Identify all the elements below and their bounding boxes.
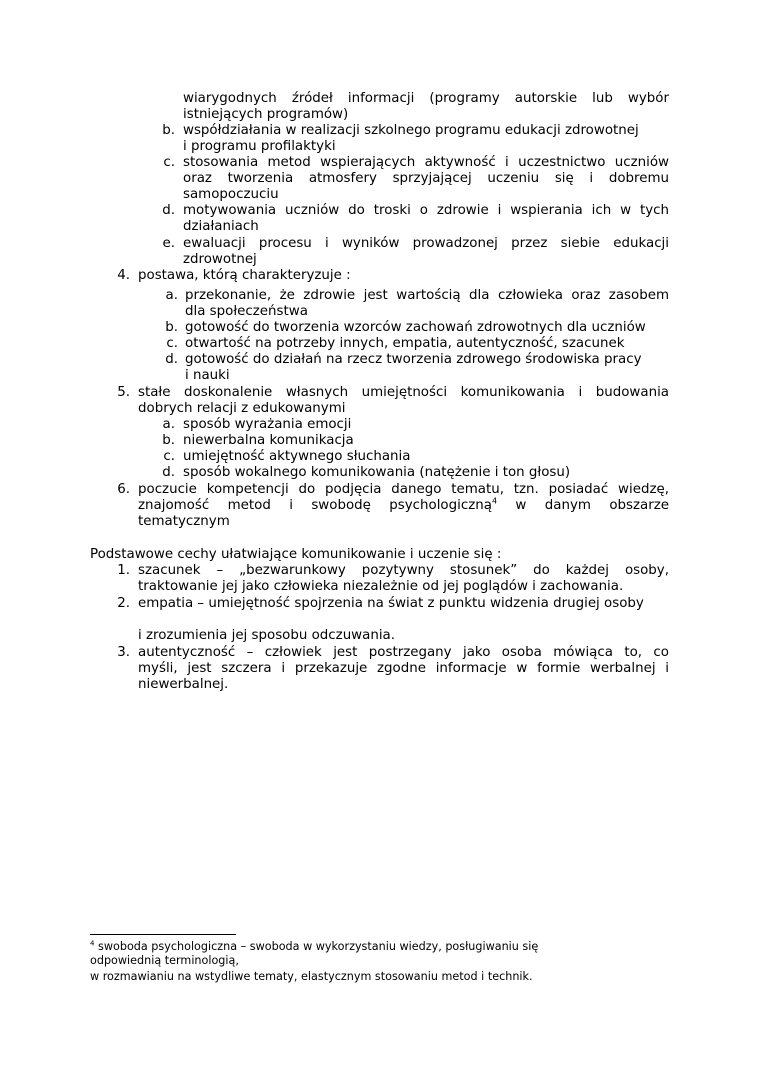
item5-sub-a: sposób wyrażania emocji bbox=[183, 417, 352, 432]
item3-sub-c-line-1: stosowania metod wspierających aktywność i uczestnictwo uczniów bbox=[183, 155, 669, 170]
item4-sub-c-line-1: otwartość na potrzeby innych, empatia, autentyczność, szacunek bbox=[185, 336, 625, 351]
item3-cont-line-1: wiarygodnych źródeł informacji (programy autorskie lub wybór bbox=[183, 91, 669, 106]
item6-line-3: tematycznym bbox=[138, 514, 230, 529]
footnote-mark: 4 bbox=[90, 939, 95, 948]
item4-sub-a-line-1: przekonanie, że zdrowie jest wartością dla człowieka oraz zasobem bbox=[185, 288, 669, 303]
s2-item2-line-2: i zrozumienia jej sposobu odczuwania. bbox=[138, 628, 396, 643]
item3-sub-marker-b: b. bbox=[162, 123, 175, 138]
item5-sub-marker-c: c. bbox=[163, 449, 175, 464]
item5-sub-marker-b: b. bbox=[162, 433, 175, 448]
item4-sub-marker-a: a. bbox=[165, 288, 178, 303]
item4-sub-b-line-1: gotowość do tworzenia wzorców zachowań zdrowotnych dla uczniów bbox=[185, 320, 646, 335]
item4-sub-a-line-2: dla społeczeństwa bbox=[185, 304, 308, 319]
footnote-line-2: odpowiednią terminologią, bbox=[90, 954, 239, 967]
item4-sub-marker-b: b. bbox=[165, 320, 178, 335]
item3-sub-c-line-2: oraz tworzenia atmosfery sprzyjającej uczeniu się i dobremu bbox=[183, 171, 669, 186]
item4-sub-d-line-2: i nauki bbox=[185, 368, 230, 383]
item4-sub-marker-d: d. bbox=[165, 352, 178, 367]
item6-line-2-post: w danym obszarze bbox=[497, 498, 669, 513]
item6-line-1: poczucie kompetencji do podjęcia danego tematu, tzn. posiadać wiedzę, bbox=[138, 482, 669, 497]
item5-sub-b: niewerbalna komunikacja bbox=[183, 433, 354, 448]
item5-sub-c: umiejętność aktywnego słuchania bbox=[183, 449, 411, 464]
item3-sub-marker-e: e. bbox=[162, 236, 175, 251]
item3-sub-c-line-3: samopoczuciu bbox=[183, 187, 279, 202]
item5-sub-marker-d: d. bbox=[162, 465, 175, 480]
item3-cont-line-2: istniejących programów) bbox=[183, 107, 349, 122]
footnote-separator bbox=[90, 934, 236, 935]
footnote-line-3: w rozmawianiu na wstydliwe tematy, elastycznym stosowaniu metod i technik. bbox=[90, 970, 533, 983]
item3-sub-d-line-2: działaniach bbox=[183, 219, 259, 234]
item3-sub-e-line-1: ewaluacji procesu i wyników prowadzonej przez siebie edukacji bbox=[183, 236, 669, 251]
s2-item2-line-1: empatia – umiejętność spojrzenia na świat z punktu widzenia drugiej osoby bbox=[138, 596, 644, 611]
s2-item3-line-3: niewerbalnej. bbox=[138, 677, 229, 692]
item3-sub-d-line-1: motywowania uczniów do troski o zdrowie i wspierania ich w tych bbox=[183, 203, 669, 218]
item3-sub-marker-d: d. bbox=[162, 203, 175, 218]
s2-item3-line-1: autentyczność – człowiek jest postrzegany jako osoba mówiąca to, co bbox=[138, 645, 669, 660]
s2-item1-line-1: szacunek – „bezwarunkowy pozytywny stosunek” do każdej osoby, bbox=[138, 563, 669, 578]
item6-marker: 6. bbox=[117, 482, 130, 497]
item4-sub-marker-c: c. bbox=[166, 336, 178, 351]
item5-sub-marker-a: a. bbox=[162, 417, 175, 432]
s2-item2-marker: 2. bbox=[117, 596, 130, 611]
s2-item1-line-2: traktowanie jej jako człowieka niezależnie od jej poglądów i zachowania. bbox=[138, 579, 624, 594]
item3-sub-marker-c: c. bbox=[163, 155, 175, 170]
item4-text: postawa, którą charakteryzuje : bbox=[138, 268, 351, 283]
section2-heading: Podstawowe cechy ułatwiające komunikowanie i uczenie się : bbox=[90, 547, 502, 562]
s2-item3-marker: 3. bbox=[117, 645, 130, 660]
item5-marker: 5. bbox=[117, 385, 130, 400]
footnote-line-1-text: swoboda psychologiczna – swoboda w wykorzystaniu wiedzy, posługiwaniu się bbox=[94, 940, 539, 953]
item4-marker: 4. bbox=[117, 268, 130, 283]
s2-item3-line-2: myśli, jest szczera i przekazuje zgodne informacje w formie werbalnej i bbox=[138, 661, 669, 676]
item3-sub-b-line-2: i programu profilaktyki bbox=[183, 139, 336, 154]
item3-sub-e-line-2: zdrowotnej bbox=[183, 252, 257, 267]
item4-sub-d-line-1: gotowość do działań na rzecz tworzenia zdrowego środowiska pracy bbox=[185, 352, 642, 367]
footnote-ref-4: 4 bbox=[491, 496, 498, 506]
item5-line-1: stałe doskonalenie własnych umiejętności komunikowania i budowania bbox=[138, 385, 669, 400]
item5-line-2: dobrych relacji z edukowanymi bbox=[138, 401, 346, 416]
item3-sub-b-line-1: współdziałania w realizacji szkolnego programu edukacji zdrowotnej bbox=[183, 123, 639, 138]
item6-line-2 bbox=[138, 498, 669, 514]
s2-item1-marker: 1. bbox=[117, 563, 130, 578]
footnote-line-1 bbox=[90, 940, 538, 954]
item6-line-2-pre: znajomość metod i swobodę psychologiczną bbox=[138, 498, 492, 513]
item5-sub-d: sposób wokalnego komunikowania (natężenie i ton głosu) bbox=[183, 465, 571, 480]
